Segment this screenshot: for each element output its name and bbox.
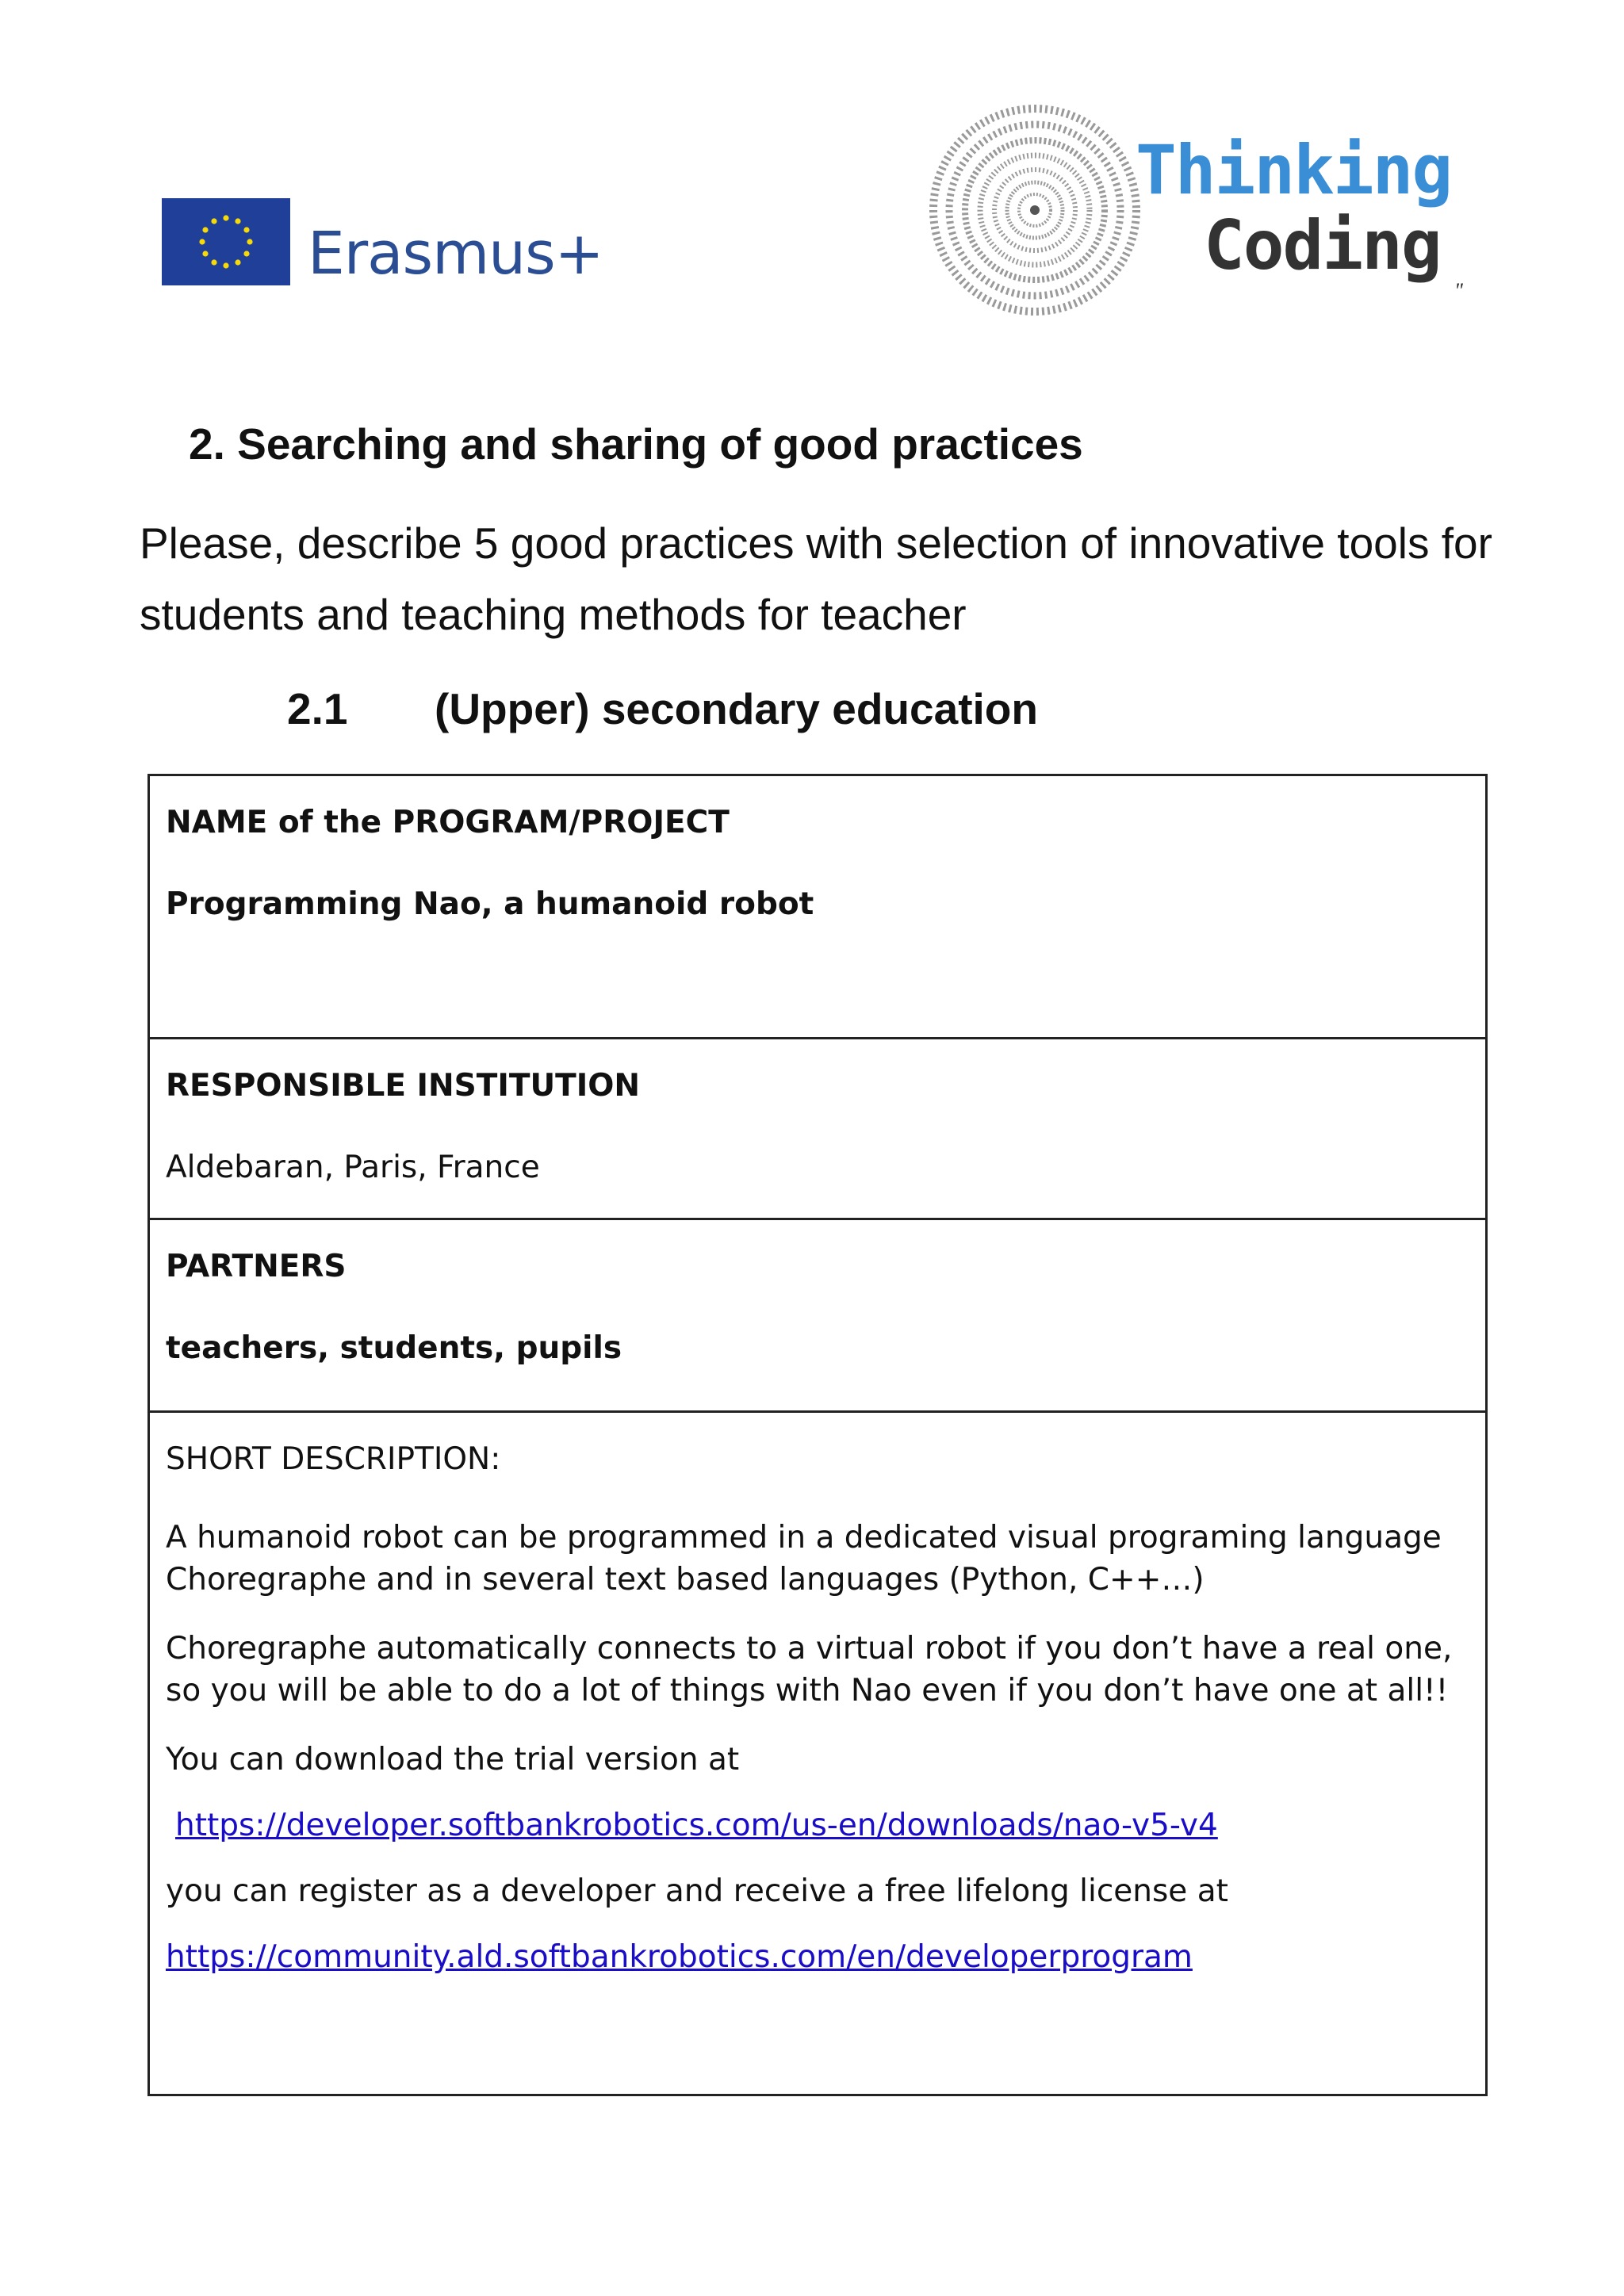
thinking-wordmark: Thinking — [1136, 131, 1452, 210]
coding-wordmark: Coding — [1204, 206, 1441, 285]
institution-value: Aldebaran, Paris, France — [166, 1150, 540, 1185]
thinking-coding-logo — [928, 99, 1483, 321]
name-label: NAME of the PROGRAM/PROJECT — [166, 805, 730, 840]
eu-flag-icon — [162, 198, 290, 285]
description-paragraph-2: Choregraphe automatically connects to a virtual robot if you don’t have a real one, so you will be able to do a lot of things with Nao even if you don’t have one at all!! — [166, 1631, 1453, 1709]
table-row-description — [150, 1413, 1485, 2094]
table-row-partners — [150, 1220, 1485, 1413]
download-link[interactable]: https://developer.softbankrobotics.com/us-en/downloads/nao-v5-v4 — [175, 1808, 1218, 1843]
partners-label: PARTNERS — [166, 1249, 347, 1284]
erasmus-logo — [162, 198, 603, 288]
section-title: 2. Searching and sharing of good practices — [189, 419, 1083, 469]
table-row-name — [150, 776, 1485, 1039]
table-row-institution — [150, 1039, 1485, 1220]
practice-table — [147, 774, 1488, 2096]
description-paragraph-3: You can download the trial version at — [166, 1742, 740, 1777]
subsection-heading — [287, 683, 1038, 734]
description-label: SHORT DESCRIPTION: — [166, 1441, 501, 1477]
binary-spiral-icon — [928, 99, 1142, 321]
description-paragraph-1: A humanoid robot can be programmed in a dedicated visual programing language Choregraphe and in several text based languages (Python, C++…) — [166, 1520, 1442, 1598]
name-value: Programming Nao, a humanoid robot — [166, 886, 814, 922]
institution-label: RESPONSIBLE INSTITUTION — [166, 1068, 641, 1104]
description-paragraph-4: you can register as a developer and receive a free lifelong license at — [166, 1873, 1228, 1909]
partners-value: teachers, students, pupils — [166, 1330, 622, 1366]
subsection-number: 2.1 — [287, 684, 348, 733]
subsection-title: (Upper) secondary education — [435, 684, 1038, 733]
intro-paragraph: Please, describe 5 good practices with selection of innovative tools for students and teaching methods for teacher — [140, 519, 1492, 639]
erasmus-wordmark: Erasmus+ — [308, 220, 603, 288]
register-link[interactable]: https://community.ald.softbankrobotics.com/en/developerprogram — [166, 1939, 1193, 1975]
quote-mark: " — [1454, 279, 1463, 302]
